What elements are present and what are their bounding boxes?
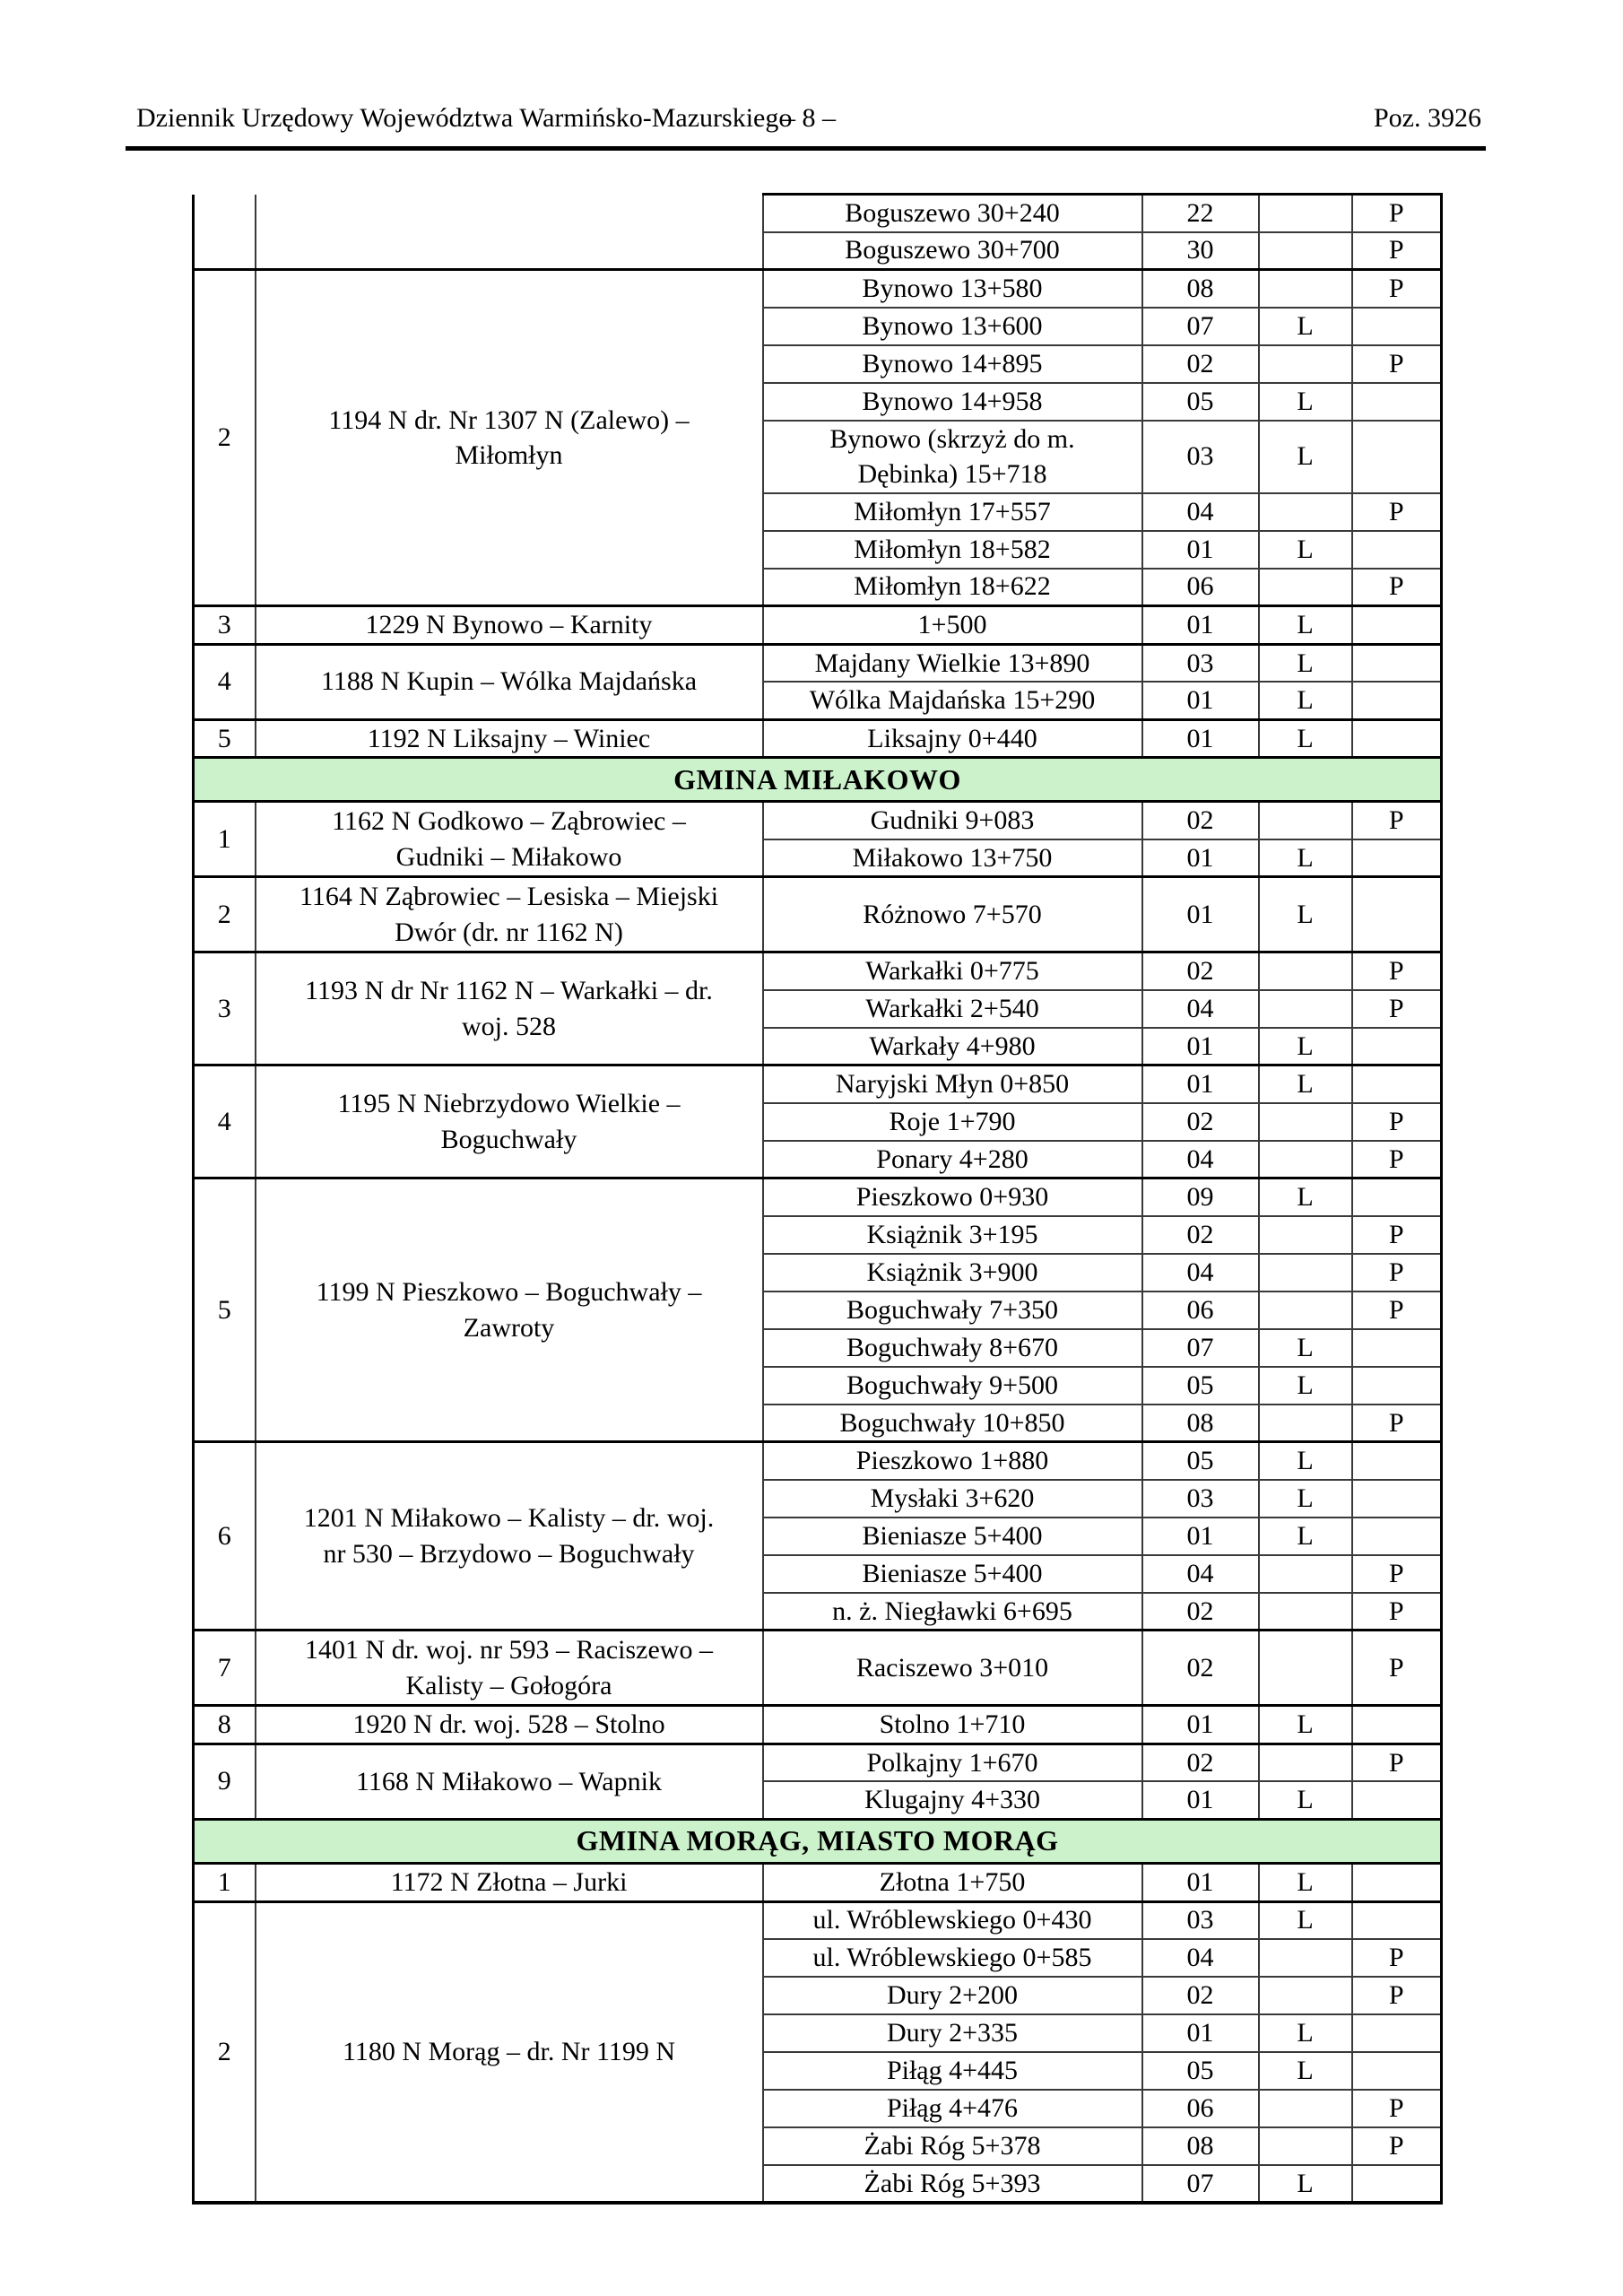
side-left-cell: L <box>1259 1781 1352 1819</box>
count-cell: 02 <box>1142 802 1259 839</box>
km-location-cell: Boguszewo 30+240 <box>763 195 1142 232</box>
km-location-cell: Bynowo 13+580 <box>763 270 1142 308</box>
count-cell: 05 <box>1142 1367 1259 1405</box>
side-right-cell <box>1352 644 1442 682</box>
lp-cell: 2 <box>194 270 256 606</box>
km-location-cell: Dury 2+200 <box>763 1977 1142 2014</box>
side-right-cell <box>1352 1065 1442 1103</box>
count-cell: 04 <box>1142 990 1259 1028</box>
lp-cell: 4 <box>194 644 256 719</box>
side-right-cell: P <box>1352 1744 1442 1781</box>
side-left-cell <box>1259 1593 1352 1631</box>
section-header-cell: GMINA MORĄG, MIASTO MORĄG <box>194 1819 1442 1863</box>
road-description-line: 1188 N Kupin – Wólka Majdańska <box>320 666 698 697</box>
side-left-cell <box>1259 195 1352 232</box>
km-location-cell: Warkały 4+980 <box>763 1028 1142 1065</box>
count-cell: 02 <box>1142 952 1259 990</box>
km-location-cell: Bynowo 14+958 <box>763 383 1142 421</box>
side-left-cell <box>1259 569 1352 606</box>
section-header-cell: GMINA MIŁAKOWO <box>194 758 1442 802</box>
count-cell: 01 <box>1142 606 1259 645</box>
lp-cell: 3 <box>194 952 256 1065</box>
side-left-cell <box>1259 1216 1352 1254</box>
road-description-line: 1193 N dr Nr 1162 N – Warkałki – dr. <box>305 976 713 1006</box>
side-left-cell: L <box>1259 644 1352 682</box>
lp-cell: 7 <box>194 1631 256 1706</box>
side-left-cell <box>1259 1555 1352 1593</box>
road-description-cell <box>256 1065 763 1178</box>
count-cell: 06 <box>1142 569 1259 606</box>
side-left-cell: L <box>1259 839 1352 877</box>
road-description-line: 1162 N Godkowo – Ząbrowiec – <box>332 806 686 837</box>
count-cell: 08 <box>1142 1405 1259 1442</box>
count-cell: 01 <box>1142 682 1259 719</box>
side-right-cell <box>1352 1442 1442 1480</box>
count-cell: 22 <box>1142 195 1259 232</box>
section-header-row <box>194 1819 1442 1863</box>
km-location-cell: ul. Wróblewskiego 0+585 <box>763 1939 1142 1977</box>
count-cell: 04 <box>1142 1141 1259 1178</box>
road-description-line: Boguchwały <box>440 1124 577 1154</box>
count-cell: 02 <box>1142 1744 1259 1781</box>
road-description-line: 1180 N Morąg – dr. Nr 1199 N <box>342 2037 676 2067</box>
table-row <box>194 719 1442 758</box>
km-location-cell: Miłomłyn 18+582 <box>763 531 1142 569</box>
km-location-cell: Liksajny 0+440 <box>763 719 1142 758</box>
km-location-cell: Wólka Majdańska 15+290 <box>763 682 1142 719</box>
table-row <box>194 1442 1442 1480</box>
side-left-cell: L <box>1259 1065 1352 1103</box>
km-location-cell: ul. Wróblewskiego 0+430 <box>763 1901 1142 1939</box>
table-row <box>194 270 1442 308</box>
side-right-cell: P <box>1352 1939 1442 1977</box>
km-location-cell: Miłomłyn 17+557 <box>763 493 1142 531</box>
km-location-cell: Książnik 3+195 <box>763 1216 1142 1254</box>
road-description-line: Dwór (dr. nr 1162 N) <box>395 917 623 947</box>
side-right-cell: P <box>1352 270 1442 308</box>
side-right-cell <box>1352 1518 1442 1555</box>
section-header-row <box>194 758 1442 802</box>
side-left-cell <box>1259 952 1352 990</box>
table-row <box>194 1706 1442 1744</box>
side-right-cell <box>1352 2165 1442 2203</box>
side-right-cell <box>1352 1863 1442 1901</box>
side-right-cell <box>1352 719 1442 758</box>
road-description-line: Kalisty – Gołogóra <box>405 1670 612 1700</box>
side-left-cell: L <box>1259 1028 1352 1065</box>
road-description-cell <box>256 877 763 952</box>
road-description-line: 1401 N dr. woj. nr 593 – Raciszewo – <box>305 1635 713 1665</box>
count-cell: 05 <box>1142 383 1259 421</box>
header-rule <box>126 146 1486 151</box>
km-location-cell: Różnowo 7+570 <box>763 877 1142 952</box>
side-right-cell: P <box>1352 2090 1442 2127</box>
side-left-cell: L <box>1259 1367 1352 1405</box>
count-cell: 02 <box>1142 1631 1259 1706</box>
side-left-cell: L <box>1259 1442 1352 1480</box>
side-left-cell <box>1259 1744 1352 1781</box>
side-left-cell: L <box>1259 877 1352 952</box>
side-right-cell <box>1352 1781 1442 1819</box>
road-description-line: 1164 N Ząbrowiec – Lesiska – Miejski <box>299 882 719 912</box>
table-row <box>194 952 1442 990</box>
count-cell: 01 <box>1142 719 1259 758</box>
side-right-cell <box>1352 1367 1442 1405</box>
km-location-cell: Naryjski Młyn 0+850 <box>763 1065 1142 1103</box>
side-left-cell <box>1259 1254 1352 1292</box>
count-cell: 08 <box>1142 270 1259 308</box>
count-cell: 01 <box>1142 877 1259 952</box>
road-description-cell <box>256 270 763 606</box>
side-left-cell <box>1259 270 1352 308</box>
table-row <box>194 1178 1442 1216</box>
lp-cell: 2 <box>194 1901 256 2203</box>
km-location-line: Dębinka) 15+718 <box>857 459 1047 490</box>
count-cell: 01 <box>1142 1028 1259 1065</box>
km-location-cell: Bieniasze 5+400 <box>763 1518 1142 1555</box>
road-description-cell <box>256 1442 763 1631</box>
side-right-cell: P <box>1352 2127 1442 2165</box>
km-location-cell: n. ż. Niegławki 6+695 <box>763 1593 1142 1631</box>
side-left-cell: L <box>1259 1706 1352 1744</box>
side-right-cell: P <box>1352 1405 1442 1442</box>
km-location-cell: Książnik 3+900 <box>763 1254 1142 1292</box>
side-right-cell: P <box>1352 1292 1442 1329</box>
lp-cell: 9 <box>194 1744 256 1819</box>
side-left-cell: L <box>1259 2165 1352 2203</box>
km-location-cell: Piłąg 4+476 <box>763 2090 1142 2127</box>
road-description-cell <box>256 195 763 270</box>
journal-title: Dziennik Urzędowy Województwa Warmińsko-Mazurskiego <box>136 103 793 133</box>
side-right-cell <box>1352 308 1442 345</box>
count-cell: 01 <box>1142 1706 1259 1744</box>
km-location-cell: 1+500 <box>763 606 1142 645</box>
side-right-cell <box>1352 1901 1442 1939</box>
road-description-line: 1201 N Miłakowo – Kalisty – dr. woj. <box>303 1503 715 1534</box>
position-number: Poz. 3926 <box>1374 103 1481 133</box>
table-row <box>194 1901 1442 1939</box>
road-description-line: Miłomłyn <box>455 440 563 471</box>
road-description-line: 1168 N Miłakowo – Wapnik <box>356 1766 662 1796</box>
road-description-line: 1195 N Niebrzydowo Wielkie – <box>337 1089 681 1119</box>
side-left-cell <box>1259 1141 1352 1178</box>
side-left-cell <box>1259 802 1352 839</box>
km-location-cell: Klugajny 4+330 <box>763 1781 1142 1819</box>
count-cell: 02 <box>1142 1216 1259 1254</box>
km-location-cell: Boguchwały 7+350 <box>763 1292 1142 1329</box>
side-left-cell: L <box>1259 421 1352 493</box>
count-cell: 06 <box>1142 1292 1259 1329</box>
count-cell: 02 <box>1142 1593 1259 1631</box>
lp-cell: 5 <box>194 719 256 758</box>
side-left-cell: L <box>1259 2014 1352 2052</box>
count-cell: 04 <box>1142 1939 1259 1977</box>
km-location-cell: Żabi Róg 5+393 <box>763 2165 1142 2203</box>
count-cell: 04 <box>1142 1254 1259 1292</box>
km-location-line: Bynowo (skrzyż do m. <box>829 423 1075 454</box>
count-cell: 05 <box>1142 1442 1259 1480</box>
road-description-line: nr 530 – Brzydowo – Boguchwały <box>323 1538 695 1569</box>
km-location-cell: Polkajny 1+670 <box>763 1744 1142 1781</box>
table-row <box>194 1065 1442 1103</box>
road-description-line: 1229 N Bynowo – Karnity <box>365 610 653 640</box>
side-left-cell: L <box>1259 308 1352 345</box>
side-right-cell: P <box>1352 1555 1442 1593</box>
road-description-line: 1192 N Liksajny – Winiec <box>367 723 651 753</box>
road-description-line: woj. 528 <box>462 1011 556 1041</box>
count-cell: 03 <box>1142 1901 1259 1939</box>
road-description-cell <box>256 1631 763 1706</box>
count-cell: 03 <box>1142 421 1259 493</box>
count-cell: 07 <box>1142 1329 1259 1367</box>
road-sections-table <box>192 193 1443 2205</box>
road-description-cell <box>256 1706 763 1744</box>
side-right-cell: P <box>1352 1141 1442 1178</box>
km-location-cell: Bynowo 13+600 <box>763 308 1142 345</box>
count-cell: 04 <box>1142 1555 1259 1593</box>
count-cell: 07 <box>1142 308 1259 345</box>
side-left-cell <box>1259 1939 1352 1977</box>
page-number: – 8 – <box>782 103 836 133</box>
side-left-cell: L <box>1259 719 1352 758</box>
side-right-cell: P <box>1352 1103 1442 1141</box>
side-right-cell <box>1352 531 1442 569</box>
side-left-cell: L <box>1259 1480 1352 1518</box>
km-location-cell: Dury 2+335 <box>763 2014 1142 2052</box>
side-left-cell <box>1259 345 1352 383</box>
side-left-cell: L <box>1259 1863 1352 1901</box>
count-cell: 04 <box>1142 493 1259 531</box>
side-right-cell <box>1352 421 1442 493</box>
side-left-cell: L <box>1259 682 1352 719</box>
count-cell: 01 <box>1142 531 1259 569</box>
road-description-cell <box>256 719 763 758</box>
table-body <box>194 195 1442 2204</box>
lp-cell: 1 <box>194 802 256 877</box>
km-location-cell: Warkałki 2+540 <box>763 990 1142 1028</box>
side-left-cell <box>1259 2127 1352 2165</box>
count-cell: 06 <box>1142 2090 1259 2127</box>
count-cell: 02 <box>1142 1977 1259 2014</box>
road-description-cell <box>256 1901 763 2203</box>
side-left-cell <box>1259 1405 1352 1442</box>
km-location-cell: Żabi Róg 5+378 <box>763 2127 1142 2165</box>
side-left-cell: L <box>1259 606 1352 645</box>
count-cell: 01 <box>1142 1781 1259 1819</box>
side-right-cell <box>1352 2014 1442 2052</box>
lp-cell: 4 <box>194 1065 256 1178</box>
count-cell: 01 <box>1142 1065 1259 1103</box>
count-cell: 01 <box>1142 1863 1259 1901</box>
table-row <box>194 1631 1442 1706</box>
side-left-cell: L <box>1259 1518 1352 1555</box>
side-right-cell: P <box>1352 569 1442 606</box>
km-location-cell: Mysłaki 3+620 <box>763 1480 1142 1518</box>
km-location-cell: Pieszkowo 0+930 <box>763 1178 1142 1216</box>
side-left-cell <box>1259 990 1352 1028</box>
lp-cell: 2 <box>194 877 256 952</box>
side-left-cell <box>1259 232 1352 270</box>
side-right-cell: P <box>1352 1631 1442 1706</box>
road-description-cell <box>256 952 763 1065</box>
road-description-line: Zawroty <box>463 1312 555 1343</box>
side-right-cell <box>1352 1706 1442 1744</box>
side-right-cell: P <box>1352 195 1442 232</box>
km-location-cell: Boguchwały 10+850 <box>763 1405 1142 1442</box>
side-right-cell: P <box>1352 232 1442 270</box>
road-description-cell <box>256 644 763 719</box>
side-left-cell <box>1259 2090 1352 2127</box>
side-right-cell: P <box>1352 1216 1442 1254</box>
side-left-cell: L <box>1259 1901 1352 1939</box>
count-cell: 07 <box>1142 2165 1259 2203</box>
count-cell: 01 <box>1142 2014 1259 2052</box>
table-row <box>194 606 1442 645</box>
km-location-cell: Boguchwały 8+670 <box>763 1329 1142 1367</box>
side-right-cell: P <box>1352 493 1442 531</box>
side-right-cell <box>1352 1480 1442 1518</box>
side-right-cell: P <box>1352 802 1442 839</box>
road-description-line: 1199 N Pieszkowo – Boguchwały – <box>316 1277 702 1308</box>
km-location-cell: Boguchwały 9+500 <box>763 1367 1142 1405</box>
km-location-cell: Bieniasze 5+400 <box>763 1555 1142 1593</box>
side-left-cell <box>1259 1977 1352 2014</box>
km-location-cell: Warkałki 0+775 <box>763 952 1142 990</box>
lp-cell: 8 <box>194 1706 256 1744</box>
side-right-cell: P <box>1352 345 1442 383</box>
table-row <box>194 1744 1442 1781</box>
km-location-cell: Stolno 1+710 <box>763 1706 1142 1744</box>
km-location-cell: Raciszewo 3+010 <box>763 1631 1142 1706</box>
km-location-cell: Boguszewo 30+700 <box>763 232 1142 270</box>
side-left-cell: L <box>1259 1178 1352 1216</box>
side-right-cell: P <box>1352 1254 1442 1292</box>
side-left-cell: L <box>1259 383 1352 421</box>
side-right-cell <box>1352 2052 1442 2090</box>
count-cell: 05 <box>1142 2052 1259 2090</box>
road-description-line: 1920 N dr. woj. 528 – Stolno <box>352 1709 665 1740</box>
lp-cell: 3 <box>194 606 256 645</box>
km-location-cell <box>763 421 1142 493</box>
count-cell: 03 <box>1142 644 1259 682</box>
count-cell: 09 <box>1142 1178 1259 1216</box>
count-cell: 01 <box>1142 1518 1259 1555</box>
side-right-cell <box>1352 839 1442 877</box>
km-location-cell: Gudniki 9+083 <box>763 802 1142 839</box>
lp-cell: 6 <box>194 1442 256 1631</box>
road-description-line: Gudniki – Miłakowo <box>395 841 622 872</box>
count-cell: 30 <box>1142 232 1259 270</box>
road-description-line: 1194 N dr. Nr 1307 N (Zalewo) – <box>328 404 690 435</box>
lp-cell <box>194 195 256 270</box>
side-right-cell <box>1352 682 1442 719</box>
count-cell: 02 <box>1142 345 1259 383</box>
side-right-cell: P <box>1352 990 1442 1028</box>
road-description-cell <box>256 606 763 645</box>
km-location-cell: Bynowo 14+895 <box>763 345 1142 383</box>
table-row <box>194 877 1442 952</box>
side-left-cell: L <box>1259 2052 1352 2090</box>
road-description-line: 1172 N Złotna – Jurki <box>390 1866 628 1897</box>
road-description-cell <box>256 1744 763 1819</box>
km-location-cell: Ponary 4+280 <box>763 1141 1142 1178</box>
side-right-cell <box>1352 1028 1442 1065</box>
side-left-cell: L <box>1259 531 1352 569</box>
km-location-cell: Pieszkowo 1+880 <box>763 1442 1142 1480</box>
km-location-cell: Roje 1+790 <box>763 1103 1142 1141</box>
side-right-cell <box>1352 1329 1442 1367</box>
count-cell: 03 <box>1142 1480 1259 1518</box>
side-left-cell <box>1259 1103 1352 1141</box>
km-location-cell: Złotna 1+750 <box>763 1863 1142 1901</box>
road-description-cell <box>256 1863 763 1901</box>
road-table-wrapper <box>192 193 1440 2205</box>
table-row <box>194 802 1442 839</box>
side-right-cell <box>1352 383 1442 421</box>
count-cell: 01 <box>1142 839 1259 877</box>
count-cell: 08 <box>1142 2127 1259 2165</box>
count-cell: 02 <box>1142 1103 1259 1141</box>
km-location-cell: Miłakowo 13+750 <box>763 839 1142 877</box>
lp-cell: 5 <box>194 1178 256 1442</box>
side-right-cell <box>1352 606 1442 645</box>
table-row <box>194 1863 1442 1901</box>
side-right-cell <box>1352 1178 1442 1216</box>
side-right-cell: P <box>1352 1593 1442 1631</box>
side-left-cell <box>1259 493 1352 531</box>
road-description-cell <box>256 1178 763 1442</box>
side-left-cell <box>1259 1292 1352 1329</box>
table-row <box>194 195 1442 232</box>
km-location-cell: Miłomłyn 18+622 <box>763 569 1142 606</box>
road-description-cell <box>256 802 763 877</box>
side-left-cell: L <box>1259 1329 1352 1367</box>
lp-cell: 1 <box>194 1863 256 1901</box>
side-right-cell <box>1352 877 1442 952</box>
side-right-cell: P <box>1352 952 1442 990</box>
km-location-cell: Majdany Wielkie 13+890 <box>763 644 1142 682</box>
km-location-cell: Piłąg 4+445 <box>763 2052 1142 2090</box>
side-right-cell: P <box>1352 1977 1442 2014</box>
side-left-cell <box>1259 1631 1352 1706</box>
table-row <box>194 644 1442 682</box>
